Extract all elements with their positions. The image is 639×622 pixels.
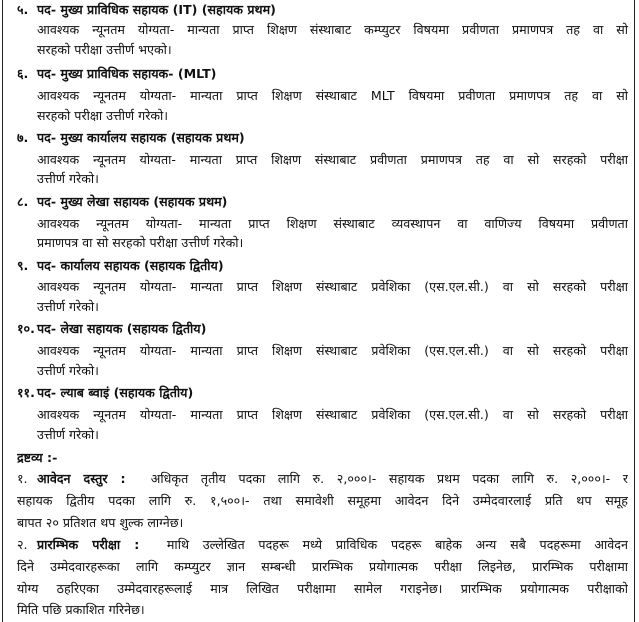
post-requirement: प्रमाणपत्र वा सो सरहको परीक्षा उत्तीर्ण गरेको। (37, 235, 244, 250)
note-line: बापत २० प्रतिशत थप शुल्क लाग्नेछ। (17, 515, 184, 530)
post-heading: १०. पद- लेखा सहायक (सहायक द्वितीय) (17, 321, 207, 336)
post-heading: ६. पद- मुख्य प्राविधिक सहायक- (MLT) (17, 66, 217, 81)
post-heading: ११. पद- ल्याब ब्वाइं (सहायक द्वितीय) (17, 385, 194, 400)
post-requirement: आवश्यक न्यूनतम योग्यता- मान्यता प्राप्त शिक्षण संस्थाबाट कम्प्युटर विषयमा प्रवीणता प्रमाणपत्र तह वा सो (37, 22, 628, 37)
post-heading: ५. पद- मुख्य प्राविधिक सहायक (IT) (सहायक प्रथम) (17, 2, 276, 17)
note-line: सहायक द्वितीय पदका लागि रु. १,५००।- तथा समावेशी समूहमा आवेदन दिने उम्मेदवारलाई प्रति थप समूह (17, 493, 628, 508)
post-requirement: उत्तीर्ण गरेको। (37, 363, 99, 378)
post-requirement: आवश्यक न्यूनतम योग्यता- मान्यता प्राप्त शिक्षण संस्थाबाट MLT विषयमा प्रवीणता प्रमाणपत्र तह वा सो (37, 88, 628, 103)
note-line: दिने उम्मेदवारहरूका लागि कम्प्युटर ज्ञान सम्बन्धी प्रारम्भिक प्रयोगात्मक परीक्षा लिइनेछ, प्रारम्भिक परीक्षामा (17, 559, 628, 574)
post-requirement: आवश्यक न्यूनतम योग्यता- मान्यता प्राप्त शिक्षण संस्थाबाट प्रवेशिका (एस.एल.सी.) वा सो सरहको परीक्षा (37, 343, 628, 358)
post-heading: ७. पद- मुख्य कार्यालय सहायक (सहायक प्रथम) (17, 130, 245, 145)
document-page (2, 0, 635, 622)
note-line: योग्य ठहरिएका उम्मेदवारहरूलाई मात्र लिखित परीक्षामा सामेल गराइनेछ। प्रारम्भिक प्रयोगात्मक परीक्षाको (17, 581, 628, 596)
post-requirement: आवश्यक न्यूनतम योग्यता- मान्यता प्राप्त शिक्षण संस्थाबाट व्यवस्थापन वा वाणिज्य विषयमा प्रवीणता (37, 216, 628, 231)
note-line: २. प्रारम्भिक परीक्षा : माथि उल्लेखित पदहरू मध्ये प्राविधिक पदहरू बाहेक अन्य सबै पदहरूमा आवेदन (17, 537, 628, 552)
post-requirement: सरहको परीक्षा उत्तीर्ण भएको। (37, 42, 172, 57)
post-requirement: आवश्यक न्यूनतम योग्यता- मान्यता प्राप्त शिक्षण संस्थाबाट प्रवेशिका (एस.एल.सी.) वा सो सरहको परीक्षा (37, 407, 628, 422)
post-requirement: उत्तीर्ण गरेको। (37, 427, 99, 442)
post-requirement: उत्तीर्ण गरेको। (37, 171, 99, 186)
note-line: मिति पछि प्रकाशित गरिनेछ। (17, 602, 145, 617)
notes-heading: द्रष्टव्य :- (17, 450, 58, 465)
post-requirement: आवश्यक न्यूनतम योग्यता- मान्यता प्राप्त शिक्षण संस्थाबाट प्रवीणता प्रमाणपत्र तह वा सो सरहको परीक्षा (37, 152, 628, 167)
post-requirement: सरहको परीक्षा उत्तीर्ण गरेको। (37, 108, 169, 123)
post-requirement: उत्तीर्ण गरेको। (37, 299, 99, 314)
post-heading: ८. पद- मुख्य लेखा सहायक (सहायक प्रथम) (17, 194, 228, 209)
post-heading: ९. पद- कार्यालय सहायक (सहायक द्वितीय) (17, 258, 224, 273)
post-requirement: आवश्यक न्यूनतम योग्यता- मान्यता प्राप्त शिक्षण संस्थाबाट प्रवेशिका (एस.एल.सी.) वा सो सरहको परीक्षा (37, 279, 628, 294)
note-line: १. आवेदन दस्तुर : अधिकृत तृतीय पदका लागि रु. २,०००।- सहायक प्रथम पदका लागि रु. २,०००।- र (17, 471, 628, 486)
